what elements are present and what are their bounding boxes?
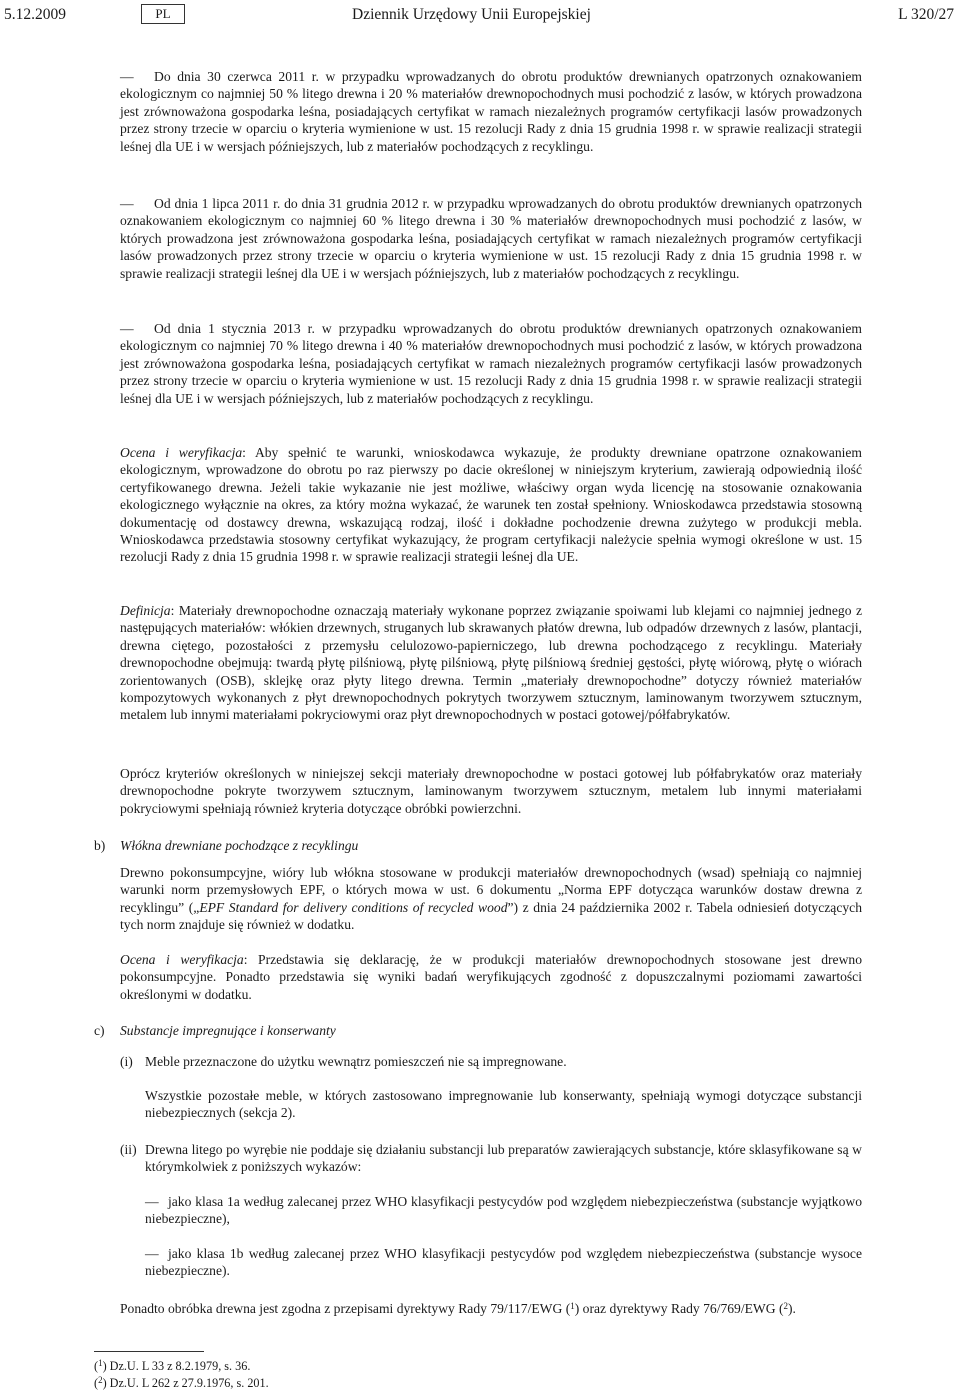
dash-text: Do dnia 30 czerwca 2011 r. w przypadku wprowadzanych do obrotu produktów drewnianych opatrzonych oznakowaniem ekologicznym co najmniej 50 % litego drewna i 20 % materiałów drewnopochodnych musi pochodzić z lasów, w których prowadzona jest zrównoważona gospodarka leśna, posiadających certyfikat w ramach niezależnych programów certyfikacji lasów prowadzonych przez strony trzecie w oparciu o kryteria wymienione w ust. 15 rezolucji Rady z dnia 15 grudnia 1998 r. w sprawie realizacji strategii leśnej dla UE i w wersjach późniejszych, lub z materiałów pochodzących z recyklingu. [120,69,862,154]
other-criteria-text: Oprócz kryteriów określonych w niniejszej sekcji materiały drewnopochodne w postaci gotowej lub półfabrykatów oraz materiały drewnopochodne pokryte tworzywem sztucznym, laminowanym tworzywem sztucznym, metalem lub innymi materiałami pokryciowymi spełniają również kryteria dotyczące obróbki powierzchni. [120,766,862,816]
footnote-number: 1 [98,1358,103,1368]
footnote-ref-2[interactable]: 2 [783,1301,789,1311]
footnote-text: Dz.U. L 33 z 8.2.1979, s. 36. [109,1359,251,1373]
footnote-text: Dz.U. L 262 z 27.9.1976, s. 201. [109,1376,269,1390]
page-header [4,6,954,30]
footnote-2: ($^2$) Dz.U. L 262 z 27.9.1976, s. 201. [94,1375,269,1390]
list-item-dash-3 [120,320,862,407]
section-b-text-after: ”) z dnia 24 października 2002 r. Tabela odniesień dotyczących tych norm znajduje się również w dodatku. [120,899,862,933]
dash-marker: — [145,1194,159,1209]
section-c-title: Substancje impregnujące i konserwanty [120,1023,336,1038]
assessment-text: : Aby spełnić te warunki, wnioskodawca wykazuje, że produkty drewniane opatrzone oznakowaniem ekologicznym, wprowadzone do obrotu po raz pierwszy po dacie określonej w niniejszym kryterium, zawierają odpowiednią ilość certyfikowanego drewna. Jeżeli takie wykazanie nie jest możliwe, właściwy organ wyda licencję na stosowanie oznakowania ekologicznego wyłącznie na okres, za który można wykazać, że warunek ten został spełniony. Wnioskodawca przedstawia stosowną dokumentację od dostawcy drewna, wskazującą rodzaj, ilość i dokładne pochodzenie drewna zużytego w produkcji mebla. Wnioskodawca przedstawia stosowny certyfikat wykazujący, że program certyfikacji należycie spełnia wymogi określone w ust. 15 rezolucji Rady z dnia 15 grudnia 1998 r. w sprawie realizacji strategii leśnej dla UE. [120,445,862,565]
final-paragraph [120,1298,862,1317]
item-ii-marker: (ii) [120,1142,137,1157]
assessment-label: Ocena i weryfikacja [120,445,243,460]
section-b-text-before: Drewno pokonsumpcyjne, wióry lub włókna stosowane w produkcji materiałów drewnopochodnych (wsad) spełniają co najmniej warunki norm przemysłowych EPF, o których mowa w ust. 6 dokumentu „Norma EPF dotycząca warunków dostaw drewna z recyklingu” („ [120,865,862,915]
footnote-divider [94,1351,204,1352]
dash-marker: — [120,321,134,336]
item-ii-dash-1-text: jako klasa 1a według zalecanej przez WHO klasyfikacji pestycydów pod względem niebezpieczeństwa (substancje wyjątkowo niebezpieczne), [145,1194,862,1227]
page-number: L 320/27 [898,6,954,23]
item-ii-dash-2-text: jako klasa 1b według zalecanej przez WHO klasyfikacji pestycydów pod względem niebezpieczeństwa (substancje wysoce niebezpieczne). [145,1246,862,1279]
publication-date: 5.12.2009 [4,6,66,23]
definition-paragraph [120,602,862,724]
footnote-ref-1[interactable]: 1 [570,1301,575,1311]
dash-text: Od dnia 1 stycznia 2013 r. w przypadku wprowadzanych do obrotu produktów drewnianych opatrzonych oznakowaniem ekologicznym co najmniej 70 % litego drewna i 40 % materiałów drewnopochodnych musi pochodzić z lasów, w których prowadzona jest zrównoważona gospodarka leśna, posiadających certyfikat w ramach niezależnych programów certyfikacji lasów prowadzonych przez strony trzecie w oparciu o kryteria wymienione w ust. 15 rezolucji Rady z dnia 15 grudnia 1998 r. w sprawie realizacji strategii leśnej dla UE i w wersjach późniejszych, lub z materiałów pochodzących z recyklingu. [120,321,862,406]
list-item-dash-2 [120,195,862,282]
list-item-dash-1 [120,68,862,155]
dash-text: Od dnia 1 lipca 2011 r. do dnia 31 grudnia 2012 r. w przypadku wprowadzanych do obrotu produktów drewnianych opatrzonych oznakowaniem ekologicznym co najmniej 60 % litego drewna i 30 % materiałów drewnopochodnych musi pochodzić z lasów, w których prowadzona jest zrównoważona gospodarka leśna, posiadających certyfikat w ramach niezależnych programów certyfikacji lasów prowadzonych przez strony trzecie w oparciu o kryteria wymienione w ust. 15 rezolucji Rady z dnia 15 grudnia 1998 r. w sprawie realizacji strategii leśnej dla UE i w wersjach późniejszych, lub z materiałów pochodzących z recyklingu. [120,196,862,281]
section-b-assessment-label: Ocena i weryfikacja [120,952,244,967]
item-i-text-2: Wszystkie pozostałe meble, w których zastosowano impregnowanie lub konserwanty, spełniają wymogi dotyczące substancji niebezpiecznych (sekcja 2). [145,1088,862,1121]
language-badge: PL [141,4,185,24]
item-ii-dash-2 [145,1245,862,1280]
dash-marker: — [120,196,134,211]
footnote-1: ($^1$) Dz.U. L 33 z 8.2.1979, s. 36. [94,1358,251,1373]
section-b-marker: b) [94,838,106,853]
section-b-assessment-text: : Przedstawia się deklarację, że w produkcji materiałów drewnopochodnych stosowane jest drewno pokonsumpcyjne. Ponadto przedstawia się wyniki badań weryfikujących zgodność z dopuszczalnymi poziomami zawartości określonymi w dodatku. [120,952,862,1002]
section-b-text-italic: EPF Standard for delivery conditions of recycled wood [199,899,508,915]
item-ii-dash-1 [145,1193,862,1228]
dash-marker: — [145,1246,159,1261]
journal-title: Dziennik Urzędowy Unii Europejskiej [352,6,591,23]
item-i-text: Meble przeznaczone do użytku wewnątrz pomieszczeń nie są impregnowane. [145,1054,567,1069]
assessment-paragraph [120,444,862,566]
section-b-title: Włókna drewniane pochodzące z recyklingu [120,838,359,853]
item-i-marker: (i) [120,1054,133,1069]
item-ii-text: Drewna litego po wyrębie nie poddaje się działaniu substancji lub preparatów zawierających substancje, które sklasyfikowane są w którymkolwiek z poniższych wykazów: [145,1142,862,1175]
final-text-after: ). [788,1301,796,1316]
definition-label: Definicja [120,603,171,618]
footnote-number: 2 [98,1375,103,1385]
final-text-mid: ) oraz dyrektywy Rady 76/769/EWG ( [574,1301,784,1316]
dash-marker: — [120,69,134,84]
section-c-marker: c) [94,1023,105,1038]
final-text-before: Ponadto obróbka drewna jest zgodna z przepisami dyrektywy Rady 79/117/EWG ( [120,1301,571,1316]
other-criteria-paragraph [120,765,862,817]
definition-text: : Materiały drewnopochodne oznaczają materiały wykonane poprzez związanie spoiwami lub klejami co najmniej jednego z następujących materiałów: włókien drzewnych, struganych lub skrawanych płatów drewna, lub odpadów drzewnych z lasów, plantacji, drewna ciętego, pozostałości z przemysłu celulozowo-papierniczego, lub drewna pochodzącego z recyklingu. Materiały drewnopochodne obejmują: twardą płytę pilśniową, płytę pilśniową, płytę pilśniową średniej gęstości, płytę wiórową, płytę o wiórach zorientowanych (OSB), sklejkę oraz płyty litego drewna. Termin „materiały drewnopochodne” dotyczy również materiałów kompozytowych wykonanych z płyt drewnopochodnych pokrytych tworzywem sztucznym, laminowanym tworzywem sztucznym, metalem lub innymi materiałami pokryciowymi oraz płyt drewnopochodnych w postaci gotowej/półfabrykatów. [120,603,862,723]
section-b-paragraph [120,864,862,934]
section-b-assessment [120,951,862,1003]
